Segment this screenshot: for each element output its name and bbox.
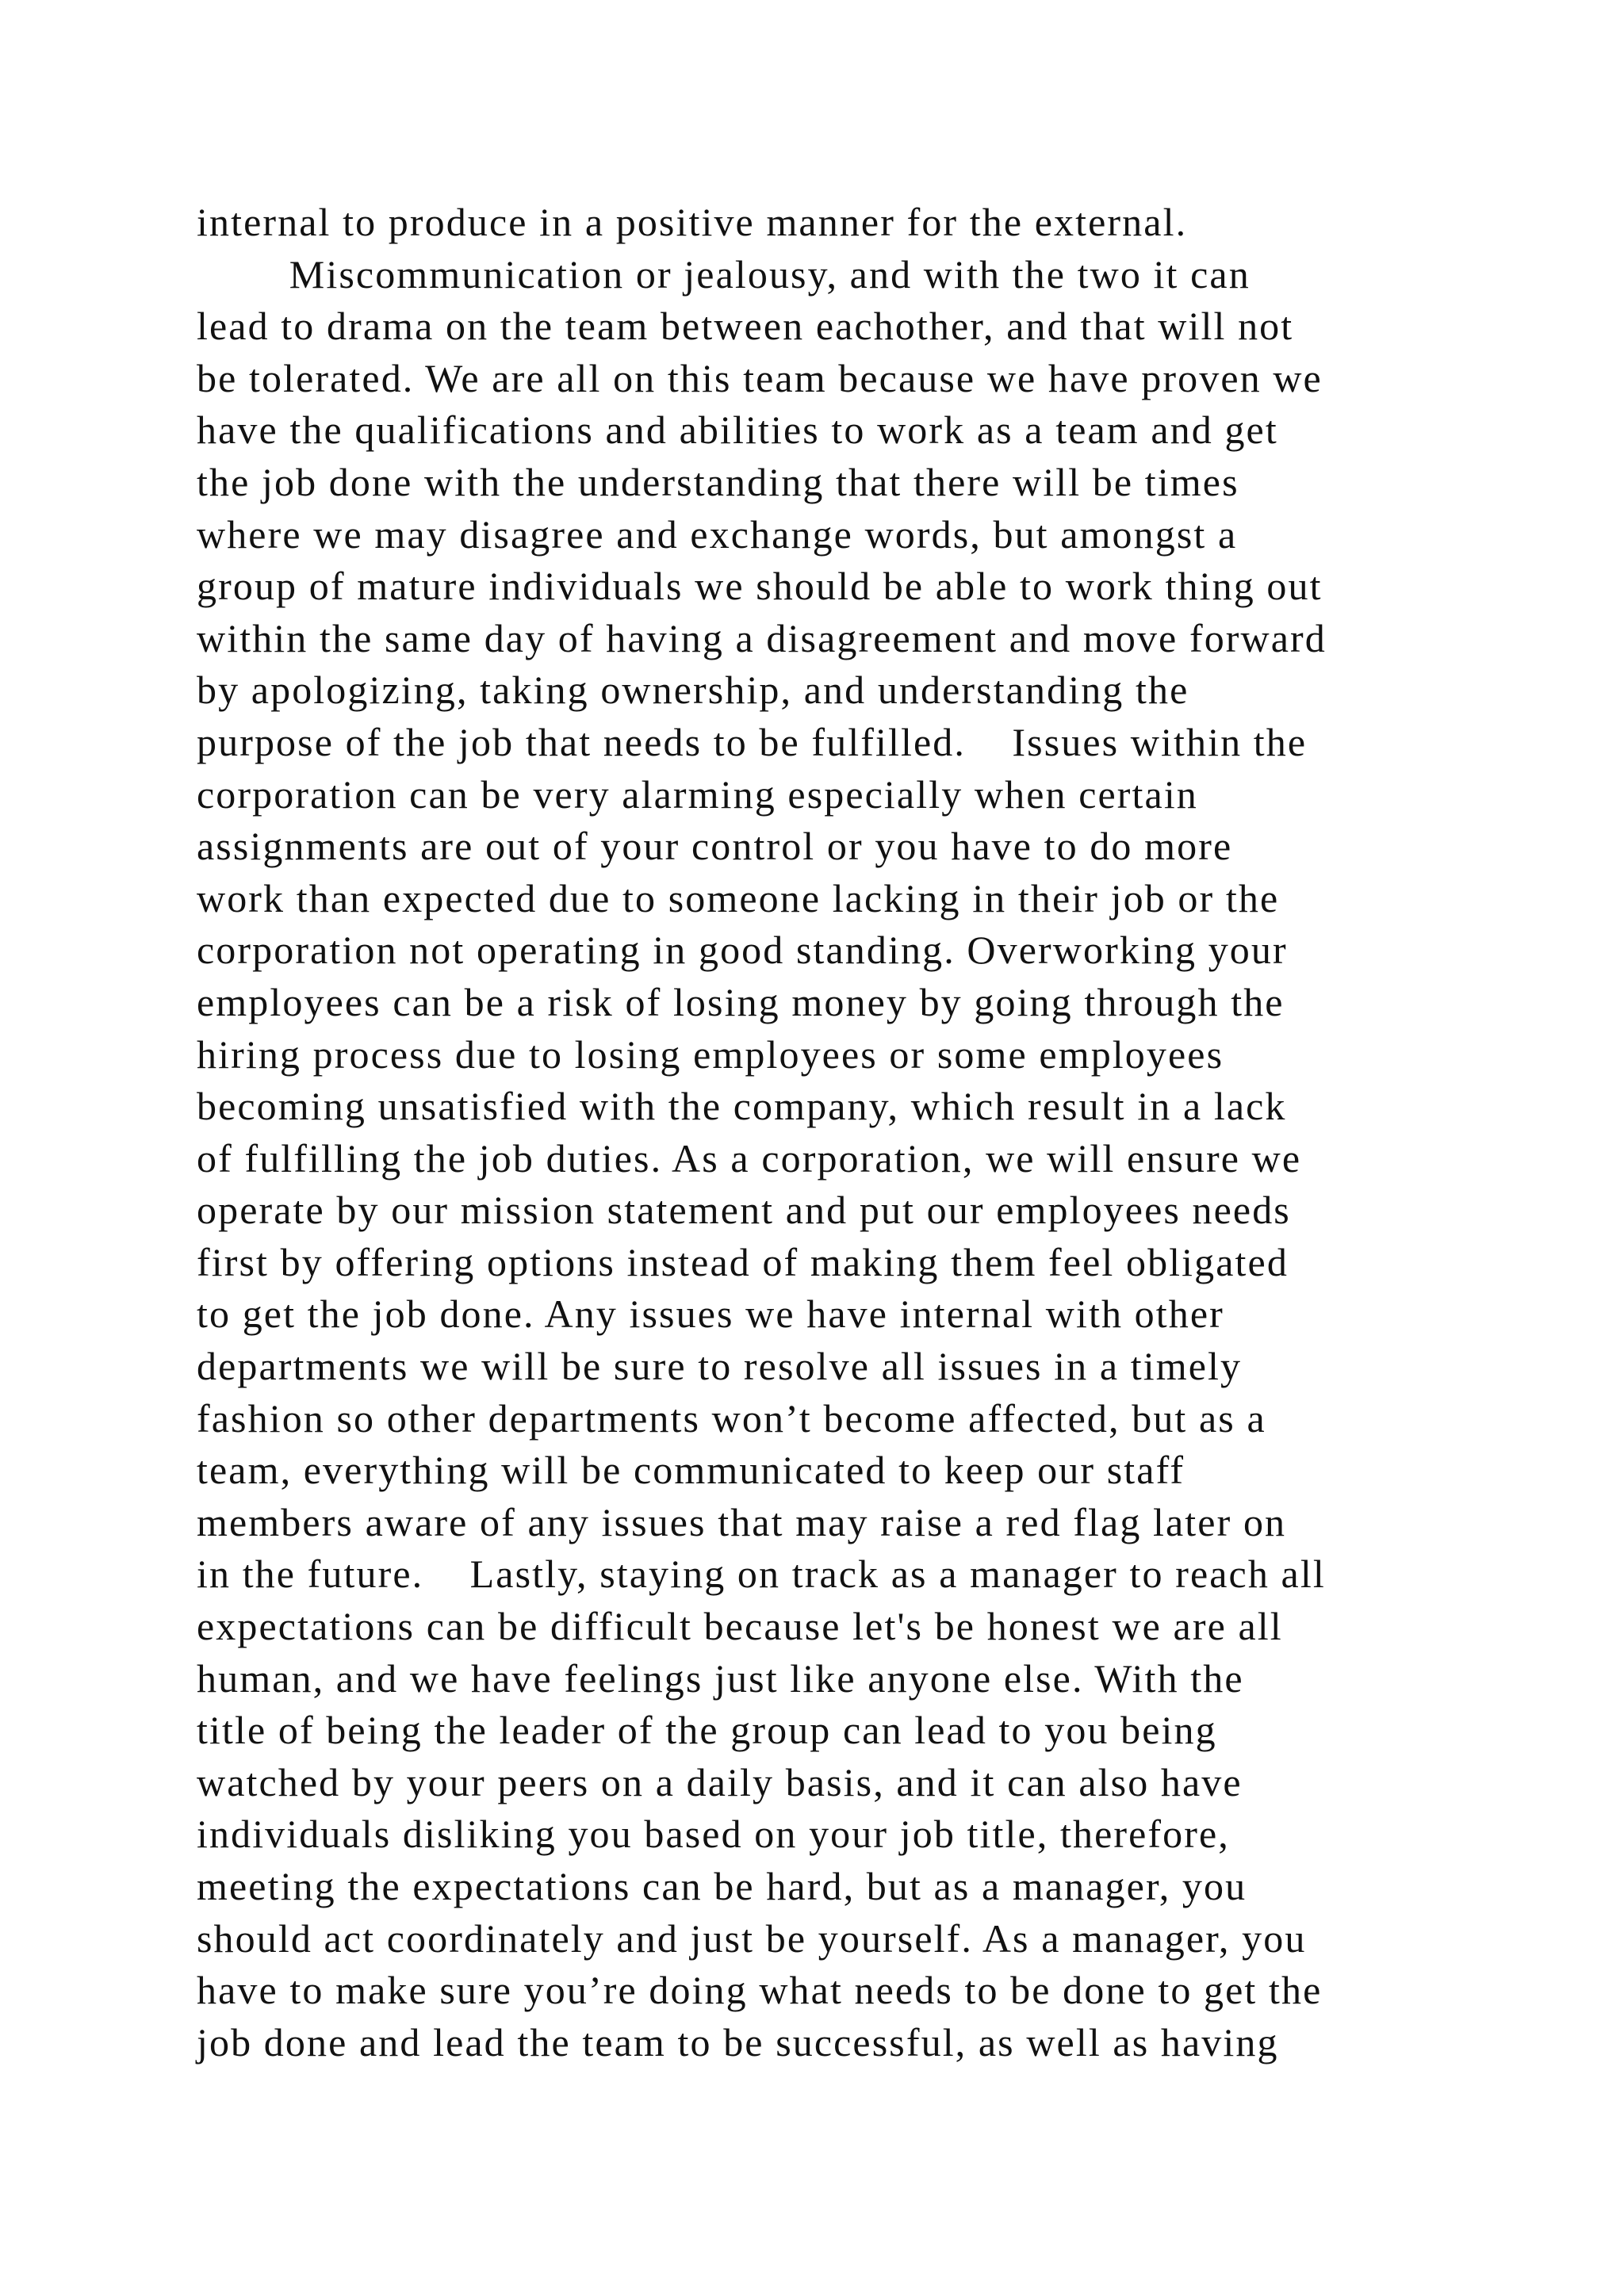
text-line: corporation can be very alarming especially when certain (197, 771, 1198, 817)
text-line: operate by our mission statement and put our employees needs (197, 1188, 1291, 1233)
body-text (197, 197, 1497, 2068)
text-line: employees can be a risk of losing money by going through the (197, 979, 1285, 1024)
text-line: purpose of the job that needs to be fulfilled. Issues within the (197, 719, 1308, 764)
text-line: first by offering options instead of making them feel obligated (197, 1239, 1289, 1284)
text-line: assignments are out of your control or you have to do more (197, 824, 1233, 869)
text-line: where we may disagree and exchange words, but amongst a (197, 511, 1238, 557)
text-line: individuals disliking you based on your job title, therefore, (197, 1812, 1230, 1857)
text-line: becoming unsatisfied with the company, which result in a lack (197, 1084, 1287, 1129)
text-line: corporation not operating in good standing. Overworking your (197, 928, 1288, 973)
text-line: hiring process due to losing employees or some employees (197, 1031, 1224, 1077)
text-line: should act coordinately and just be yourself. As a manager, you (197, 1915, 1307, 1961)
text-line: of fulfilling the job duties. As a corporation, we will ensure we (197, 1135, 1302, 1181)
text-line: expectations can be difficult because let's be honest we are all (197, 1604, 1283, 1649)
text-line: work than expected due to someone lacking in their job or the (197, 875, 1280, 920)
text-line: within the same day of having a disagreement and move forward (197, 615, 1327, 660)
text-line: have to make sure you’re doing what needs to be done to get the (197, 1968, 1323, 2013)
text-line: by apologizing, taking ownership, and understanding the (197, 668, 1189, 713)
text-line: group of mature individuals we should be able to work thing out (197, 564, 1323, 609)
text-line: internal to produce in a positive manner for the external. (197, 200, 1188, 244)
text-line: human, and we have feelings just like anyone else. With the (197, 1655, 1244, 1701)
text-line: Miscommunication or jealousy, and with the two it can (197, 251, 1251, 297)
text-line: departments we will be sure to resolve all issues in a timely (197, 1344, 1243, 1389)
text-line: job done and lead the team to be successful, as well as having (197, 2019, 1279, 2064)
text-line: title of being the leader of the group can lead to you being (197, 1708, 1217, 1753)
text-line: meeting the expectations can be hard, but as a manager, you (197, 1864, 1247, 1908)
text-line: lead to drama on the team between eachother, and that will not (197, 304, 1294, 349)
text-line: fashion so other departments won’t become affected, but as a (197, 1395, 1266, 1441)
text-line: members aware of any issues that may raise a red flag later on (197, 1499, 1287, 1544)
text-line: watched by your peers on a daily basis, and it can also have (197, 1759, 1243, 1804)
text-line: to get the job done. Any issues we have internal with other (197, 1292, 1224, 1337)
text-line: have the qualifications and abilities to work as a team and get (197, 408, 1278, 453)
text-line: in the future. Lastly, staying on track as a manager to reach all (197, 1552, 1326, 1597)
text-line: team, everything will be communicated to keep our staff (197, 1448, 1185, 1493)
text-line: be tolerated. We are all on this team because we have proven we (197, 355, 1323, 400)
text-line: the job done with the understanding that there will be times (197, 459, 1239, 504)
